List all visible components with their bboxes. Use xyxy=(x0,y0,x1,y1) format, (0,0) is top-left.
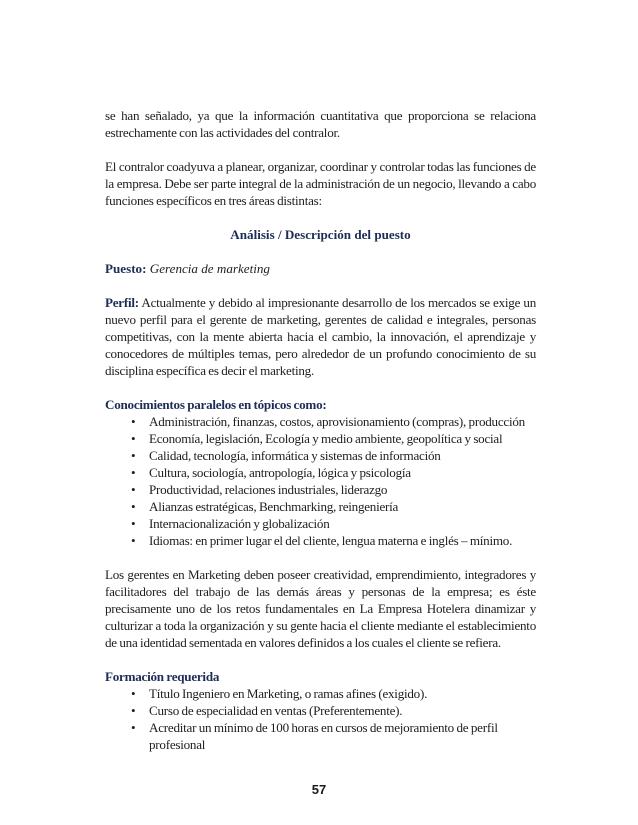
bullet-icon: • xyxy=(131,686,136,701)
gerentes-paragraph: Los gerentes en Marketing deben poseer creatividad, emprendimiento, integradores y facilitadores del trabajo de las demás áreas y personas de la empresa; es éste precisamente uno de los retos fundamentales en La Empresa Hotelera dinamizar y culturizar a toda la organización y su gente hacia el cliente mediante el establecimiento de una identidad sementada en valores definidos a los cuales el cliente se refiera. xyxy=(105,567,536,650)
list-item: • Título Ingeniero en Marketing, o ramas afines (exigido). xyxy=(131,686,428,701)
intro-paragraph-1: se han señalado, ya que la información cuantitativa que proporciona se relaciona estrechamente con las actividades del contralor. xyxy=(105,108,536,140)
list-item: • Idiomas: en primer lugar el del cliente, lengua materna e inglés – mínimo. xyxy=(131,533,513,548)
puesto-label: Puesto: xyxy=(105,261,147,276)
document-page xyxy=(105,107,536,753)
bullet-icon: • xyxy=(131,482,136,497)
formacion-heading: Formación requerida xyxy=(105,669,220,684)
perfil-paragraph xyxy=(105,294,536,379)
list-item: • Administración, finanzas, costos, aprovisionamiento (compras), producción xyxy=(131,414,525,429)
perfil-text: Actualmente y debido al impresionante desarrollo de los mercados se exige un nuevo perfil para el gerente de marketing, gerentes de calidad e integrales, personas competitivas, con la mente abierta hacia el cambio, la innovación, el aprendizaje y conocedores de múltiples temas, pero alrededor de un profundo conocimiento de su disciplina específica es decir el marketing. xyxy=(105,295,536,378)
perfil-label: Perfil: xyxy=(105,295,139,310)
formacion-list xyxy=(105,685,536,753)
intro-paragraph-2: El contralor coadyuva a planear, organizar, coordinar y controlar todas las funciones de la empresa. Debe ser parte integral de la administración de un negocio, llevando a cabo funciones específicos en tres áreas distintas: xyxy=(105,159,536,208)
list-item: • Alianzas estratégicas, Benchmarking, reingeniería xyxy=(131,499,399,514)
page-number: 57 xyxy=(311,782,327,797)
bullet-icon: • xyxy=(131,533,136,548)
bullet-icon: • xyxy=(131,465,136,480)
bullet-icon: • xyxy=(131,703,136,718)
list-item: • Internacionalización y globalización xyxy=(131,516,330,531)
bullet-icon: • xyxy=(131,720,136,735)
list-item: • Productividad, relaciones industriales, liderazgo xyxy=(131,482,388,497)
list-item: • Calidad, tecnología, informática y sistemas de información xyxy=(131,448,441,463)
bullet-icon: • xyxy=(131,448,136,463)
list-item: • Cultura, sociología, antropología, lógica y psicología xyxy=(131,465,411,480)
section-title: Análisis / Descripción del puesto xyxy=(230,227,411,242)
conocimientos-list xyxy=(105,413,536,549)
bullet-icon: • xyxy=(131,516,136,531)
list-item: • Economía, legislación, Ecología y medio ambiente, geopolítica y social xyxy=(131,431,503,446)
puesto-line xyxy=(105,260,536,277)
bullet-icon: • xyxy=(131,414,136,429)
puesto-value: Gerencia de marketing xyxy=(149,261,270,276)
list-item: • Acreditar un mínimo de 100 horas en cursos de mejoramiento de perfil profesional xyxy=(131,720,498,752)
list-item: • Curso de especialidad en ventas (Preferentemente). xyxy=(131,703,403,718)
conocimientos-heading: Conocimientos paralelos en tópicos como: xyxy=(105,397,327,412)
bullet-icon: • xyxy=(131,499,136,514)
bullet-icon: • xyxy=(131,431,136,446)
